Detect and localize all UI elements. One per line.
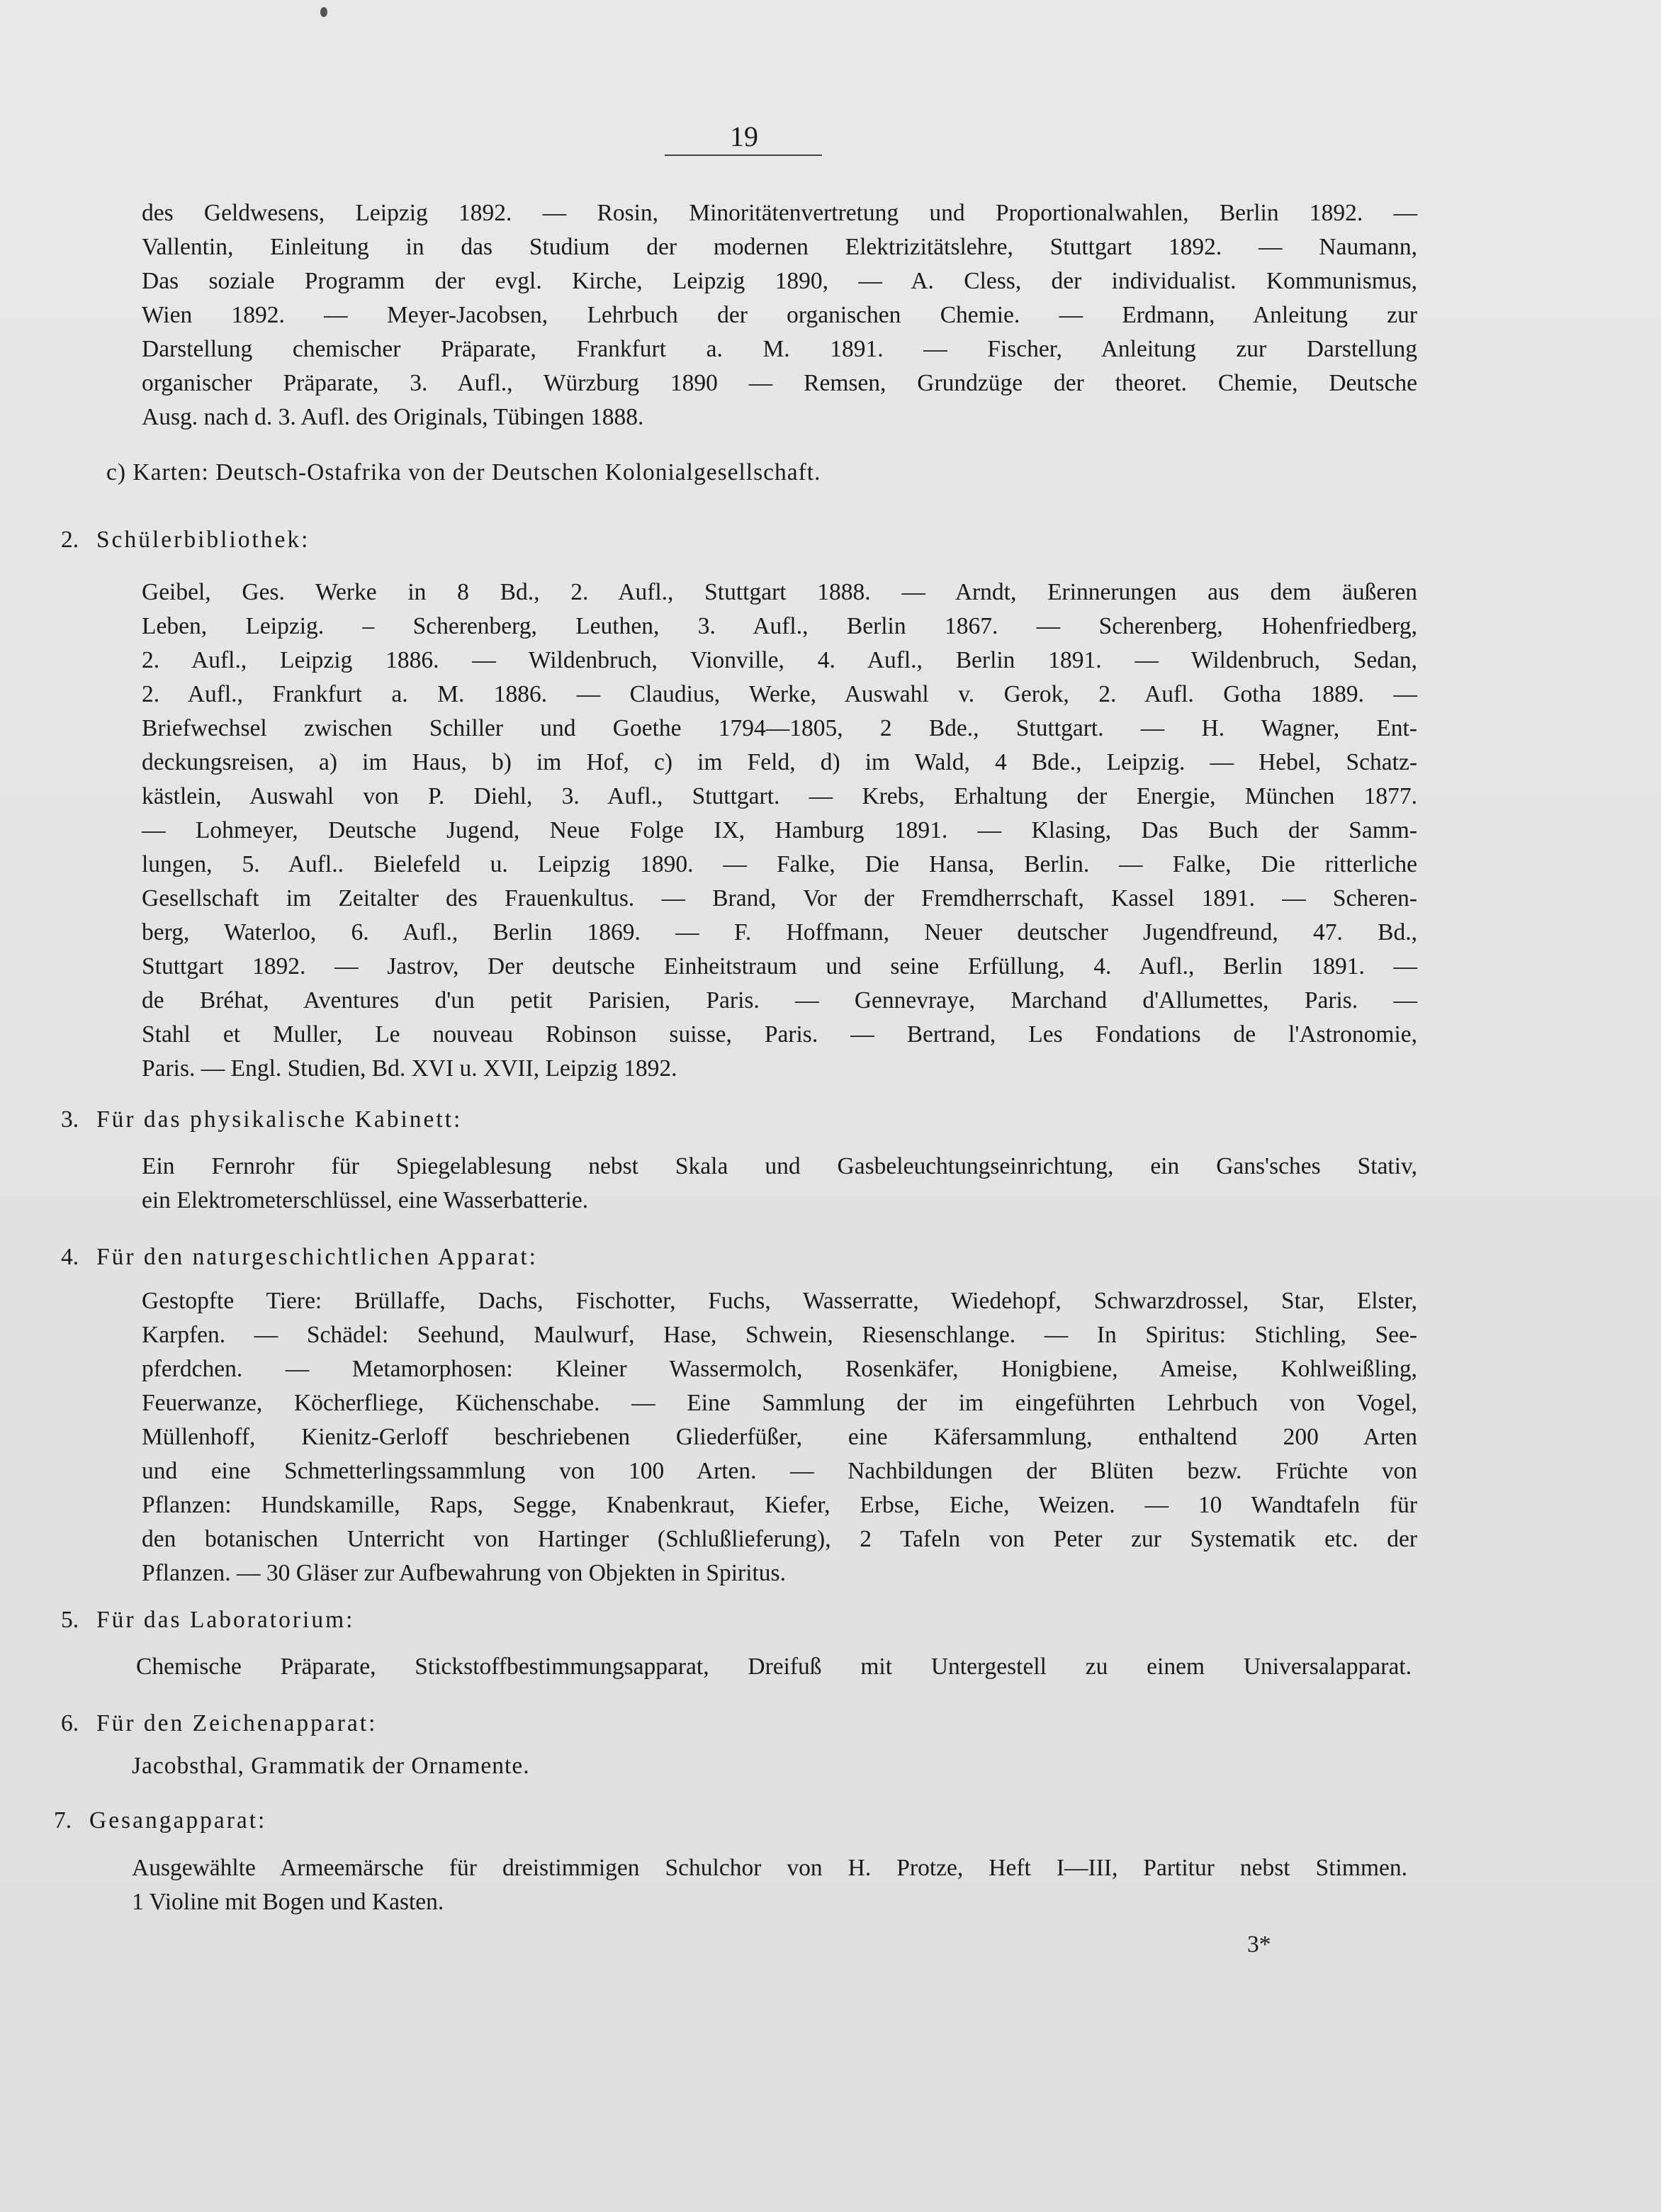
karten-text: c) Karten: Deutsch-Ostafrika von der Deutschen Kolonialgesellschaft. (106, 459, 821, 485)
text-line: Paris. — Engl. Studien, Bd. XVI u. XVII, Leipzig 1892. (142, 1055, 677, 1082)
signature-mark: 3* (1247, 1931, 1271, 1958)
text-line: Jacobsthal, Grammatik der Ornamente. (132, 1753, 530, 1779)
text-line: 2. Aufl., Frankfurt a. M. 1886. — Claudius, Werke, Auswahl v. Gerok, 2. Aufl. Gotha 1889. — (142, 681, 1417, 707)
text-line: Wien 1892. — Meyer-Jacobsen, Lehrbuch der organischen Chemie. — Erdmann, Anleitung zur (142, 302, 1417, 328)
text-line: Feuerwanze, Köcherfliege, Küchenschabe. — Eine Sammlung der im eingeführten Lehrbuch von Vogel, (142, 1390, 1417, 1416)
text-line: Leben, Leipzig. – Scherenberg, Leuthen, 3. Aufl., Berlin 1867. — Scherenberg, Hohenfriedberg, (142, 613, 1417, 639)
text-line: kästlein, Auswahl von P. Diehl, 3. Aufl., Stuttgart. — Krebs, Erhaltung der Energie, München 1877. (142, 783, 1417, 809)
section-body-zeichenapparat (132, 1749, 1407, 1783)
text-line: Chemische Präparate, Stickstoffbestimmungsapparat, Dreifuß mit Untergestell zu einem Universalapparat. (136, 1654, 1412, 1680)
section-number: 7. (54, 1807, 72, 1834)
text-line: 2. Aufl., Leipzig 1886. — Wildenbruch, Vionville, 4. Aufl., Berlin 1891. — Wildenbruch, Sedan, (142, 647, 1417, 673)
text-line: Vallentin, Einleitung in das Studium der modernen Elektrizitätslehre, Stuttgart 1892. — Naumann, (142, 234, 1417, 260)
section-heading-naturgeschichte (61, 1240, 538, 1274)
text-line: Ausg. nach d. 3. Aufl. des Originals, Tübingen 1888. (142, 404, 644, 430)
text-line: den botanischen Unterricht von Hartinger (Schlußlieferung), 2 Tafeln von Peter zur Systematik etc. der (142, 1526, 1417, 1552)
section-heading-physik (61, 1103, 462, 1137)
text-line: Das soziale Programm der evgl. Kirche, Leipzig 1890, — A. Cless, der individualist. Kommunismus, (142, 268, 1417, 294)
text-line: Pflanzen. — 30 Gläser zur Aufbewahrung von Objekten in Spiritus. (142, 1560, 786, 1586)
section-title: Für das physikalische Kabinett: (96, 1106, 463, 1133)
section-number: 2. (61, 527, 79, 553)
text-line: Briefwechsel zwischen Schiller und Goethe 1794—1805, 2 Bde., Stuttgart. — H. Wagner, Ent- (142, 715, 1417, 741)
text-line: pferdchen. — Metamorphosen: Kleiner Wassermolch, Rosenkäfer, Honigbiene, Ameise, Kohlweißling, (142, 1356, 1417, 1382)
section-title: Für das Laboratorium: (96, 1607, 355, 1633)
section-heading-laboratorium (61, 1603, 354, 1637)
text-line: ein Elektrometerschlüssel, eine Wasserbatterie. (142, 1187, 589, 1213)
text-line: Gesellschaft im Zeitalter des Frauenkultus. — Brand, Vor der Fremdherrschaft, Kassel 1891. — Scheren- (142, 885, 1417, 911)
text-line: Darstellung chemischer Präparate, Frankfurt a. M. 1891. — Fischer, Anleitung zur Darstellung (142, 336, 1417, 362)
section-title: Für den naturgeschichtlichen Apparat: (96, 1244, 538, 1270)
section-number: 5. (61, 1607, 79, 1633)
section-title: Gesangapparat: (89, 1807, 267, 1834)
text-line: 1 Violine mit Bogen und Kasten. (132, 1889, 444, 1915)
page-number: 19 (730, 120, 758, 152)
text-line: Gestopfte Tiere: Brüllaffe, Dachs, Fischotter, Fuchs, Wasserratte, Wiedehopf, Schwarzdrossel, Star, Elster, (142, 1288, 1417, 1314)
text-line: Pflanzen: Hundskamille, Raps, Segge, Knabenkraut, Kiefer, Erbse, Eiche, Weizen. — 10 Wandtafeln für (142, 1492, 1417, 1518)
section-body-gesangapparat (132, 1851, 1407, 1919)
text-line: de Bréhat, Aventures d'un petit Parisien, Paris. — Gennevraye, Marchand d'Allumettes, Paris. — (142, 987, 1417, 1014)
text-line: Geibel, Ges. Werke in 8 Bd., 2. Aufl., Stuttgart 1888. — Arndt, Erinnerungen aus dem äußeren (142, 579, 1417, 605)
section-title: Für den Zeichenapparat: (96, 1710, 378, 1736)
page-number-rule (665, 155, 822, 156)
text-line: lungen, 5. Aufl.. Bielefeld u. Leipzig 1890. — Falke, Die Hansa, Berlin. — Falke, Die ritterliche (142, 851, 1417, 877)
text-line: organischer Präparate, 3. Aufl., Würzburg 1890 — Remsen, Grundzüge der theoret. Chemie, Deutsche (142, 370, 1417, 396)
section-number: 6. (61, 1710, 79, 1736)
text-line: und eine Schmetterlingssammlung von 100 Arten. — Nachbildungen der Blüten bezw. Früchte von (142, 1458, 1417, 1484)
section-body-naturgeschichte (142, 1284, 1417, 1590)
text-line: Karpfen. — Schädel: Seehund, Maulwurf, Hase, Schwein, Riesenschlange. — In Spiritus: Stichling, See- (142, 1322, 1417, 1348)
section-number: 3. (61, 1106, 79, 1133)
text-line: des Geldwesens, Leipzig 1892. — Rosin, Minoritätenvertretung und Proportionalwahlen, Berlin 1892. — (142, 200, 1417, 226)
section-heading-gesangapparat (54, 1804, 266, 1838)
section-title: Schülerbibliothek: (96, 527, 310, 553)
section-number: 4. (61, 1244, 79, 1270)
text-line: — Lohmeyer, Deutsche Jugend, Neue Folge IX, Hamburg 1891. — Klasing, Das Buch der Samm- (142, 817, 1417, 843)
text-line: deckungsreisen, a) im Haus, b) im Hof, c) im Feld, d) im Wald, 4 Bde., Leipzig. — Hebel, Schatz- (142, 749, 1417, 775)
section-body-laboratorium (136, 1650, 1412, 1684)
text-line: Ein Fernrohr für Spiegelablesung nebst Skala und Gasbeleuchtungseinrichtung, ein Gans'sches Stativ, (142, 1153, 1417, 1179)
ink-speck (320, 7, 327, 17)
text-line: berg, Waterloo, 6. Aufl., Berlin 1869. — F. Hoffmann, Neuer deutscher Jugendfreund, 47. Bd., (142, 919, 1417, 945)
section-heading-zeichenapparat (61, 1707, 377, 1741)
section-heading-schuelerbibliothek (61, 523, 310, 557)
intro-paragraph (142, 196, 1417, 434)
text-line: Stahl et Muller, Le nouveau Robinson suisse, Paris. — Bertrand, Les Fondations de l'Astronomie, (142, 1021, 1417, 1048)
karten-line (106, 456, 821, 490)
text-line: Müllenhoff, Kienitz-Gerloff beschriebenen Gliederfüßer, eine Käfersammlung, enthaltend 200 Arten (142, 1424, 1417, 1450)
section-body-schuelerbibliothek (142, 576, 1417, 1086)
text-line: Ausgewählte Armeemärsche für dreistimmigen Schulchor von H. Protze, Heft I—III, Partitur nebst Stimmen. (132, 1855, 1407, 1881)
section-body-physik (142, 1150, 1417, 1218)
text-line: Stuttgart 1892. — Jastrov, Der deutsche Einheitstraum und seine Erfüllung, 4. Aufl., Berlin 1891. — (142, 953, 1417, 979)
